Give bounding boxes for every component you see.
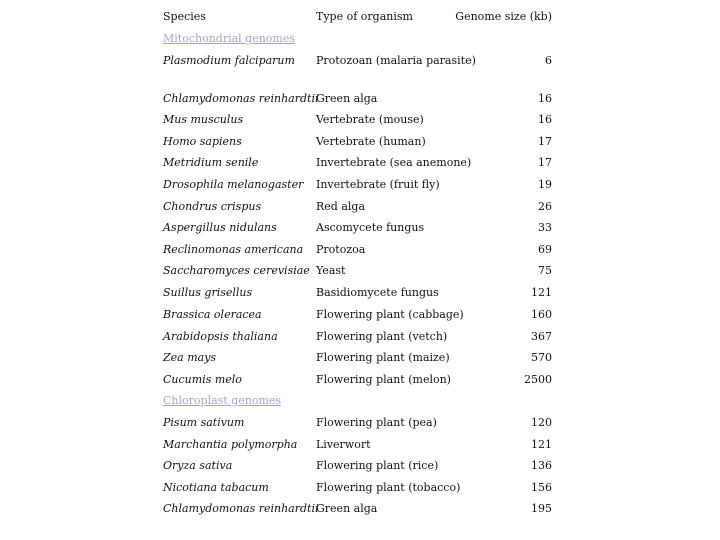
section-header: Chloroplast genomes	[163, 394, 282, 407]
species-cell: Zea mays	[163, 351, 217, 364]
table-row	[163, 372, 552, 388]
size-cell: 33	[538, 221, 552, 234]
species-cell: Oryza sativa	[163, 459, 233, 472]
species-cell: Chlamydomonas reinhardtii	[163, 92, 319, 105]
table-row	[163, 177, 552, 193]
type-cell: Flowering plant (rice)	[316, 459, 439, 472]
table-row	[163, 480, 552, 496]
table-row	[163, 285, 552, 301]
type-cell: Vertebrate (human)	[316, 135, 426, 148]
type-cell: Protozoan (malaria parasite)	[316, 54, 476, 67]
size-cell: 17	[538, 135, 552, 148]
type-cell: Flowering plant (maize)	[316, 351, 450, 364]
size-cell: 2500	[524, 373, 552, 386]
species-cell: Metridium senile	[163, 156, 259, 169]
size-cell: 195	[531, 502, 552, 515]
size-cell: 570	[531, 351, 552, 364]
table-row	[163, 53, 552, 69]
table-row	[163, 220, 552, 236]
species-cell: Mus musculus	[163, 113, 244, 126]
type-cell: Flowering plant (vetch)	[316, 330, 448, 343]
size-cell: 121	[531, 286, 552, 299]
type-cell: Flowering plant (melon)	[316, 373, 451, 386]
table-row	[163, 350, 552, 366]
table-row	[163, 501, 552, 517]
species-cell: Aspergillus nidulans	[163, 221, 277, 234]
table-row	[163, 437, 552, 453]
type-cell: Invertebrate (fruit fly)	[316, 178, 440, 191]
table-row	[163, 242, 552, 258]
type-cell: Green alga	[316, 92, 378, 105]
table-header	[163, 9, 552, 25]
size-cell: 16	[538, 113, 552, 126]
species-cell: Suillus grisellus	[163, 286, 253, 299]
type-cell: Protozoa	[316, 243, 366, 256]
size-cell: 69	[538, 243, 552, 256]
size-cell: 136	[531, 459, 552, 472]
table-row	[163, 91, 552, 107]
species-cell: Plasmodium falciparum	[163, 54, 295, 67]
type-cell: Basidiomycete fungus	[316, 286, 439, 299]
table-row	[163, 134, 552, 150]
size-cell: 17	[538, 156, 552, 169]
table-row	[163, 199, 552, 215]
table-row	[163, 329, 552, 345]
size-cell: 121	[531, 438, 552, 451]
species-cell: Marchantia polymorpha	[163, 438, 298, 451]
table-row	[163, 263, 552, 279]
species-cell: Arabidopsis thaliana	[163, 330, 278, 343]
type-cell: Flowering plant (cabbage)	[316, 308, 464, 321]
size-cell: 156	[531, 481, 552, 494]
type-cell: Invertebrate (sea anemone)	[316, 156, 472, 169]
section-header: Mitochondrial genomes	[163, 32, 296, 45]
species-cell: Nicotiana tabacum	[163, 481, 269, 494]
type-cell: Flowering plant (pea)	[316, 416, 437, 429]
species-cell: Saccharomyces cerevisiae	[163, 264, 310, 277]
type-cell: Vertebrate (mouse)	[316, 113, 424, 126]
header-size: Genome size (kb)	[455, 10, 552, 23]
size-cell: 19	[538, 178, 552, 191]
size-cell: 160	[531, 308, 552, 321]
size-cell: 120	[531, 416, 552, 429]
type-cell: Yeast	[316, 264, 346, 277]
size-cell: 16	[538, 92, 552, 105]
size-cell: 26	[538, 200, 552, 213]
species-cell: Chlamydomonas reinhardtii	[163, 502, 319, 515]
type-cell: Liverwort	[316, 438, 371, 451]
size-cell: 6	[545, 54, 552, 67]
species-cell: Brassica oleracea	[163, 308, 262, 321]
size-cell: 75	[538, 264, 552, 277]
table-row	[163, 458, 552, 474]
type-cell: Red alga	[316, 200, 366, 213]
header-type: Type of organism	[316, 10, 413, 23]
species-cell: Homo sapiens	[163, 135, 242, 148]
table-row	[163, 307, 552, 323]
species-cell: Chondrus crispus	[163, 200, 262, 213]
species-cell: Pisum sativum	[163, 416, 245, 429]
table-row	[163, 112, 552, 128]
type-cell: Green alga	[316, 502, 378, 515]
header-species: Species	[163, 10, 206, 23]
size-cell: 367	[531, 330, 552, 343]
table-row	[163, 415, 552, 431]
type-cell: Flowering plant (tobacco)	[316, 481, 461, 494]
species-cell: Drosophila melanogaster	[163, 178, 304, 191]
table-row	[163, 155, 552, 171]
type-cell: Ascomycete fungus	[316, 221, 425, 234]
species-cell: Reclinomonas americana	[163, 243, 304, 256]
species-cell: Cucumis melo	[163, 373, 242, 386]
